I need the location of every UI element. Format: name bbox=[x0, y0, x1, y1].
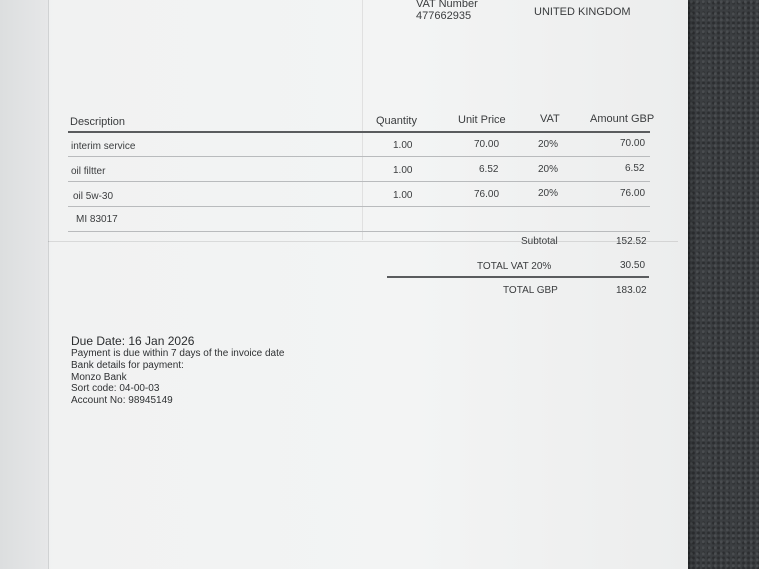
subtotal-label: Subtotal bbox=[521, 236, 558, 247]
row2-vat: 20% bbox=[538, 164, 559, 175]
vat-number-label: VAT Number bbox=[416, 0, 478, 10]
col-vat: VAT bbox=[540, 113, 560, 125]
col-quantity: Quantity bbox=[376, 115, 417, 127]
note-reference: MI 83017 bbox=[76, 214, 118, 225]
note-rule bbox=[68, 231, 650, 232]
total-rule bbox=[387, 276, 649, 278]
total-gbp-value: 183.02 bbox=[616, 285, 647, 296]
fold-line-vertical bbox=[362, 0, 363, 240]
sort-code: Sort code: 04-00-03 bbox=[71, 383, 160, 394]
underlying-sheet bbox=[0, 0, 49, 569]
row-rule bbox=[68, 206, 650, 207]
row2-amount: 6.52 bbox=[625, 163, 645, 174]
row1-amount: 70.00 bbox=[620, 138, 646, 149]
row1-unit-price: 70.00 bbox=[474, 139, 500, 150]
col-unit-price: Unit Price bbox=[458, 114, 506, 126]
row-rule bbox=[68, 181, 650, 182]
col-amount: Amount GBP bbox=[590, 113, 655, 125]
row2-quantity: 1.00 bbox=[393, 165, 413, 176]
country: UNITED KINGDOM bbox=[534, 6, 631, 18]
account-number: Account No: 98945149 bbox=[71, 395, 173, 406]
fold-line-horizontal bbox=[48, 241, 678, 242]
total-gbp-label: TOTAL GBP bbox=[503, 285, 558, 296]
row3-amount: 76.00 bbox=[620, 188, 646, 199]
row2-description: oil filtter bbox=[71, 166, 106, 177]
payment-terms: Payment is due within 7 days of the invoice date bbox=[71, 348, 285, 359]
bank-name: Monzo Bank bbox=[71, 372, 127, 383]
due-date: Due Date: 16 Jan 2026 bbox=[71, 334, 195, 348]
row-rule bbox=[68, 156, 650, 157]
col-description: Description bbox=[70, 116, 126, 128]
row3-description: oil 5w-30 bbox=[73, 191, 114, 202]
total-vat-value: 30.50 bbox=[620, 260, 646, 271]
total-vat-label: TOTAL VAT 20% bbox=[477, 261, 552, 272]
row3-unit-price: 76.00 bbox=[474, 189, 500, 200]
row1-description: interim service bbox=[71, 141, 136, 152]
subtotal-value: 152.52 bbox=[616, 236, 647, 247]
row3-quantity: 1.00 bbox=[393, 190, 413, 201]
row2-unit-price: 6.52 bbox=[479, 164, 499, 175]
row3-vat: 20% bbox=[538, 188, 559, 199]
row1-vat: 20% bbox=[538, 139, 559, 150]
header-rule bbox=[68, 131, 650, 133]
bank-details-label: Bank details for payment: bbox=[71, 360, 184, 371]
row1-quantity: 1.00 bbox=[393, 140, 413, 151]
vat-number-value: 477662935 bbox=[416, 10, 472, 22]
